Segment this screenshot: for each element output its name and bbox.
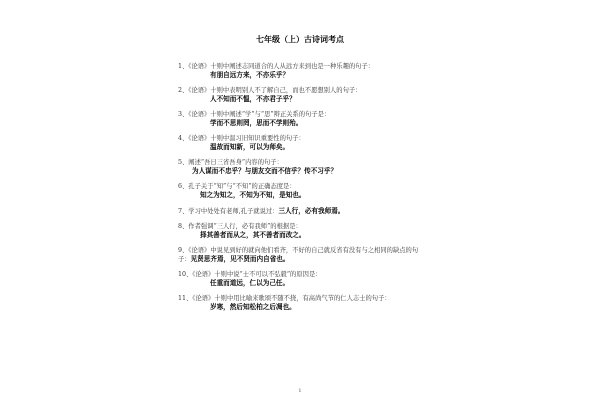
answer-4: 温故而知新，可以为师矣。 bbox=[210, 143, 290, 151]
answer-11: 岁寒，然后知松柏之后凋也。 bbox=[210, 303, 296, 311]
answer-7: 三人行，必有我师焉。 bbox=[278, 207, 345, 215]
answer-5: 为人谋而不忠乎？与朋友交而不信乎？传不习乎？ bbox=[192, 167, 338, 175]
question-9-text: 9、《论语》中说见到好的就向他们看齐，不好的自己就反省有没有与之相同的缺点的句子： bbox=[178, 247, 419, 263]
page-title: 七年级（上）古诗词考点 bbox=[256, 34, 344, 44]
question-8: 8、作者强调“三人行，必有我师”的根据是： bbox=[178, 223, 302, 230]
question-2: 2、《论语》十则中表明别人不了解自己，而也不愿想别人的句子： bbox=[178, 87, 362, 94]
question-10: 10、《论语》十则中说“士不可以不弘毅”的原因是： bbox=[178, 271, 322, 278]
question-6: 6、孔子关于“知”与“不知”的正确态度是： bbox=[178, 183, 296, 190]
question-7-text: 7、学习中处处有老师,孔子就说过： bbox=[178, 208, 279, 215]
answer-8: 择其善者而从之，其不善者而改之。 bbox=[200, 231, 306, 239]
answer-9: 见贤思齐焉，见不贤而内自省也。 bbox=[190, 255, 290, 263]
question-11: 11、《论语》十则中用比喻来歌颂不随不挠，有高尚气节的仁人志士的句子： bbox=[178, 295, 391, 302]
question-3: 3、《论语》十则中阐述“学”与“思”辩正关系的句子是： bbox=[178, 111, 331, 118]
answer-1: 有朋自远方来，不亦乐乎？ bbox=[210, 71, 290, 79]
question-7 bbox=[178, 207, 428, 216]
answer-10: 任重而道远，仁以为己任。 bbox=[210, 279, 290, 287]
question-9 bbox=[178, 247, 423, 264]
question-5: 5、阐述“吾日三省吾身”内容的句子： bbox=[178, 159, 283, 166]
page-number: 1 bbox=[298, 388, 302, 394]
question-list bbox=[178, 63, 428, 312]
answer-6: 知之为知之，不知为不知，是知也。 bbox=[200, 191, 306, 199]
question-1: 1、《论语》十则中阐述志同道合的人从远方来到也是一种乐趣的句子： bbox=[178, 63, 375, 70]
question-4: 4、《论语》十则中温习旧知识重要性的句子： bbox=[178, 135, 305, 142]
answer-3: 学而不思则罔，思而不学则殆。 bbox=[210, 119, 303, 127]
answer-2: 人不知而不愠，不亦君子乎？ bbox=[210, 95, 296, 103]
